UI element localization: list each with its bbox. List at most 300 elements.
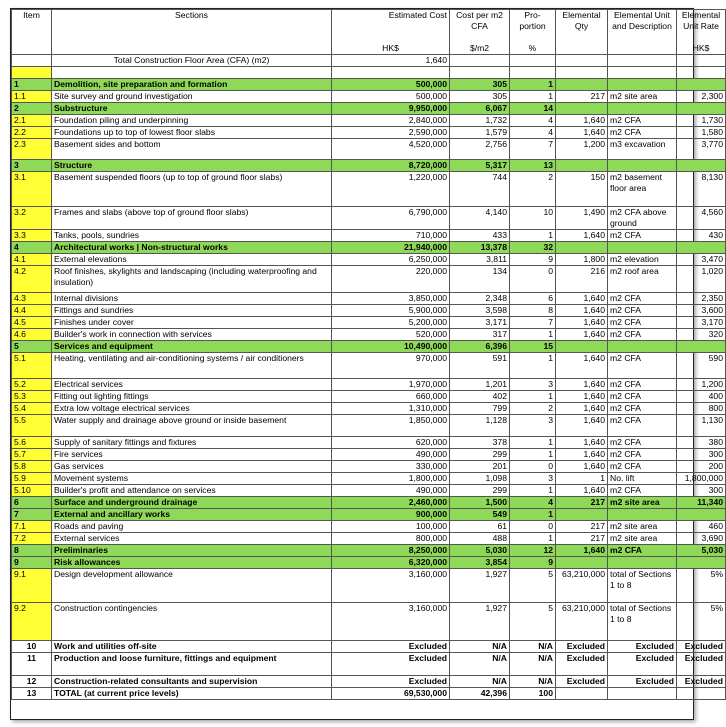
cell-item: 2.1 <box>12 115 52 127</box>
cell-sec: Foundation piling and underpinning <box>52 115 332 127</box>
cell-eu: m2 CFA <box>608 545 677 557</box>
cell-eu: m2 basement floor area <box>608 172 677 207</box>
cell-est: 8,720,000 <box>332 160 450 172</box>
cell-cpm: 1,732 <box>450 115 510 127</box>
cell-er: 3,600 <box>677 305 726 317</box>
cell-est: 710,000 <box>332 230 450 242</box>
cfa-row <box>12 55 726 67</box>
cell-item: 5.1 <box>12 353 52 379</box>
table-row <box>12 305 726 317</box>
cell-er <box>677 79 726 91</box>
cell-er <box>677 242 726 254</box>
cell-eu: m2 CFA <box>608 293 677 305</box>
table-row <box>12 449 726 461</box>
cell-er: 590 <box>677 353 726 379</box>
cell-er: 1,130 <box>677 415 726 437</box>
cell-item: 2 <box>12 103 52 115</box>
cell-eu: m2 site area <box>608 521 677 533</box>
cell-sec: Foundations up to top of lowest floor slabs <box>52 127 332 139</box>
unit-cost-per-m2: $/m2 <box>450 43 510 55</box>
section-row <box>12 653 726 676</box>
cell-eq: 1 <box>556 473 608 485</box>
cell-cpm: 1,927 <box>450 603 510 641</box>
cell-item: 4 <box>12 242 52 254</box>
cell-sec: Tanks, pools, sundries <box>52 230 332 242</box>
cell-sec: Heating, ventilating and air-conditioning systems / air conditioners <box>52 353 332 379</box>
cell-est: 330,000 <box>332 461 450 473</box>
cell-item: 8 <box>12 545 52 557</box>
cell-prop: 9 <box>510 557 556 569</box>
cell-item: 12 <box>12 676 52 688</box>
cell-cpm: 1,927 <box>450 569 510 603</box>
cell-prop: 13 <box>510 160 556 172</box>
cell-cpm: 378 <box>450 437 510 449</box>
cell-est: 520,000 <box>332 329 450 341</box>
cell-eu: m2 site area <box>608 91 677 103</box>
cell-sec: Fitting out lighting fittings <box>52 391 332 403</box>
cell-cpm: 402 <box>450 391 510 403</box>
cost-estimate-table <box>11 9 726 700</box>
table-row <box>12 533 726 545</box>
cell-est: 5,900,000 <box>332 305 450 317</box>
cell-er: 460 <box>677 521 726 533</box>
cell-eq <box>556 341 608 353</box>
cell-er: 3,170 <box>677 317 726 329</box>
cell-eu: m2 CFA <box>608 461 677 473</box>
cell-cpm: 1,579 <box>450 127 510 139</box>
section-row <box>12 79 726 91</box>
cell-item: 4.1 <box>12 254 52 266</box>
cell-cpm: 2,756 <box>450 139 510 160</box>
cell-er: Excluded <box>677 653 726 676</box>
cell-eq: 1,640 <box>556 230 608 242</box>
cell-eq: 1,640 <box>556 545 608 557</box>
cell-sec: Preliminaries <box>52 545 332 557</box>
cell-sec: Water supply and drainage above ground or inside basement <box>52 415 332 437</box>
cell-eu: total of Sections 1 to 8 <box>608 569 677 603</box>
header-item: Item <box>12 10 52 43</box>
cell-prop: 1 <box>510 449 556 461</box>
cell-prop: 2 <box>510 172 556 207</box>
cell-cpm: 42,396 <box>450 688 510 700</box>
unit-proportion: % <box>510 43 556 55</box>
cell-eq <box>556 160 608 172</box>
table-row <box>12 569 726 603</box>
cell-er: Excluded <box>677 641 726 653</box>
cell-eq: 63,210,000 <box>556 603 608 641</box>
cell-est: 6,250,000 <box>332 254 450 266</box>
cell-sec: Builder's profit and attendance on services <box>52 485 332 497</box>
cell-eu: m2 CFA <box>608 115 677 127</box>
table-row <box>12 603 726 641</box>
cell-est: 2,590,000 <box>332 127 450 139</box>
cell-sec: Electrical services <box>52 379 332 391</box>
cell-eq <box>556 242 608 254</box>
cell-er: 4,560 <box>677 207 726 230</box>
section-row <box>12 557 726 569</box>
cell-cpm: 1,128 <box>450 415 510 437</box>
cell-eu: m2 CFA <box>608 391 677 403</box>
table-row <box>12 329 726 341</box>
cell-sec: Roof finishes, skylights and landscaping (including waterproofing and insulation) <box>52 266 332 293</box>
cell-eu: Excluded <box>608 676 677 688</box>
cell-sec: External services <box>52 533 332 545</box>
cell-prop: 1 <box>510 509 556 521</box>
cell-eq: 1,640 <box>556 353 608 379</box>
cell-eq <box>556 557 608 569</box>
cell-item: 3.1 <box>12 172 52 207</box>
cell-eq: 63,210,000 <box>556 569 608 603</box>
cell-er <box>677 557 726 569</box>
header-estimated-cost: Estimated Cost <box>332 10 450 43</box>
cell-sec: TOTAL (at current price levels) <box>52 688 332 700</box>
cell-item: 5.6 <box>12 437 52 449</box>
cell-est: 800,000 <box>332 533 450 545</box>
cell-eq: Excluded <box>556 641 608 653</box>
cell-item: 2.3 <box>12 139 52 160</box>
cell-er <box>677 688 726 700</box>
cell-cpm: 799 <box>450 403 510 415</box>
section-row <box>12 688 726 700</box>
cell-sec: Fittings and sundries <box>52 305 332 317</box>
cell-prop: 4 <box>510 127 556 139</box>
cell-er: 1,020 <box>677 266 726 293</box>
table-row <box>12 293 726 305</box>
cell-eu: m2 CFA <box>608 485 677 497</box>
cell-prop: 1 <box>510 353 556 379</box>
header-row <box>12 10 726 43</box>
cell-eu <box>608 103 677 115</box>
cell-sec: Internal divisions <box>52 293 332 305</box>
cell-item: 9.2 <box>12 603 52 641</box>
cell-eq <box>556 509 608 521</box>
cell-item: 4.3 <box>12 293 52 305</box>
table-row <box>12 91 726 103</box>
table-row <box>12 403 726 415</box>
header-sections: Sections <box>52 10 332 43</box>
cell-est: 660,000 <box>332 391 450 403</box>
cell-eu: m2 CFA <box>608 403 677 415</box>
cell-item: 5.8 <box>12 461 52 473</box>
cell-er <box>677 160 726 172</box>
cell-er: 3,770 <box>677 139 726 160</box>
cell-eq: 150 <box>556 172 608 207</box>
cell-eu: m2 elevation <box>608 254 677 266</box>
cell-eq: 1,640 <box>556 391 608 403</box>
cell-est: 8,250,000 <box>332 545 450 557</box>
cell-eu: m2 CFA <box>608 127 677 139</box>
cell-cpm: 744 <box>450 172 510 207</box>
cell-eu <box>608 160 677 172</box>
cell-er: 400 <box>677 391 726 403</box>
cell-er: 380 <box>677 437 726 449</box>
cell-er <box>677 103 726 115</box>
table-row <box>12 230 726 242</box>
cell-eq: 1,640 <box>556 449 608 461</box>
cell-cpm: 4,140 <box>450 207 510 230</box>
cell-eu: m2 CFA <box>608 449 677 461</box>
cell-cpm: 2,348 <box>450 293 510 305</box>
cell-item: 7.2 <box>12 533 52 545</box>
cfa-value: 1,640 <box>332 55 450 67</box>
cell-prop: 1 <box>510 437 556 449</box>
cost-estimate-sheet <box>10 8 723 720</box>
cell-est: 1,220,000 <box>332 172 450 207</box>
cell-item: 5.9 <box>12 473 52 485</box>
unit-estimated-cost: HK$ <box>332 43 450 55</box>
cell-est: 3,850,000 <box>332 293 450 305</box>
cell-eu: m2 CFA above ground <box>608 207 677 230</box>
cell-cpm: N/A <box>450 676 510 688</box>
cell-eu: m2 CFA <box>608 379 677 391</box>
cell-prop: 7 <box>510 139 556 160</box>
cell-cpm: 433 <box>450 230 510 242</box>
cell-prop: 4 <box>510 497 556 509</box>
cell-cpm: 591 <box>450 353 510 379</box>
cell-eu: m2 CFA <box>608 230 677 242</box>
cell-eq: 1,640 <box>556 317 608 329</box>
cell-prop: 3 <box>510 473 556 485</box>
cell-er: 5% <box>677 603 726 641</box>
cell-est: 10,490,000 <box>332 341 450 353</box>
cell-est: 1,800,000 <box>332 473 450 485</box>
cell-er: Excluded <box>677 676 726 688</box>
cell-eu: m2 CFA <box>608 329 677 341</box>
table-row <box>12 461 726 473</box>
cell-est: 620,000 <box>332 437 450 449</box>
cell-prop: 3 <box>510 379 556 391</box>
cell-er: 300 <box>677 449 726 461</box>
cell-eq: 216 <box>556 266 608 293</box>
cell-eu: m2 CFA <box>608 415 677 437</box>
cell-eu: m2 CFA <box>608 317 677 329</box>
cell-er: 3,470 <box>677 254 726 266</box>
cell-sec: Basement sides and bottom <box>52 139 332 160</box>
cell-sec: Construction-related consultants and supervision <box>52 676 332 688</box>
cell-prop: 10 <box>510 207 556 230</box>
cell-er: 300 <box>677 485 726 497</box>
cell-cpm: 134 <box>450 266 510 293</box>
cell-er: 5% <box>677 569 726 603</box>
cell-prop: 6 <box>510 293 556 305</box>
cell-sec: Roads and paving <box>52 521 332 533</box>
cell-sec: Site survey and ground investigation <box>52 91 332 103</box>
cell-item: 3.3 <box>12 230 52 242</box>
cell-est: 21,940,000 <box>332 242 450 254</box>
cell-est: 3,160,000 <box>332 569 450 603</box>
cell-er: 2,350 <box>677 293 726 305</box>
cell-cpm: 305 <box>450 91 510 103</box>
cell-eu: m2 roof area <box>608 266 677 293</box>
cell-item: 9.1 <box>12 569 52 603</box>
header-elemental-unit: Elemental Unit and Description <box>608 10 677 43</box>
cell-eu: m2 site area <box>608 533 677 545</box>
section-row <box>12 545 726 557</box>
cell-er <box>677 509 726 521</box>
cell-est: 970,000 <box>332 353 450 379</box>
cell-er: 3,690 <box>677 533 726 545</box>
cell-item: 9 <box>12 557 52 569</box>
cell-sec: Surface and underground drainage <box>52 497 332 509</box>
cell-prop: 12 <box>510 545 556 557</box>
cell-sec: Extra low voltage electrical services <box>52 403 332 415</box>
cell-sec: Gas services <box>52 461 332 473</box>
cell-cpm: 488 <box>450 533 510 545</box>
section-row <box>12 641 726 653</box>
cell-prop: 1 <box>510 533 556 545</box>
cell-prop: 14 <box>510 103 556 115</box>
cell-eq: 217 <box>556 497 608 509</box>
cell-item: 2.2 <box>12 127 52 139</box>
cell-item: 5 <box>12 341 52 353</box>
cell-er: 2,300 <box>677 91 726 103</box>
cell-prop: 9 <box>510 254 556 266</box>
cell-eu: m2 CFA <box>608 305 677 317</box>
cell-eu <box>608 509 677 521</box>
cell-sec: Services and equipment <box>52 341 332 353</box>
cell-sec: Structure <box>52 160 332 172</box>
cell-eq: 1,490 <box>556 207 608 230</box>
cell-item: 5.3 <box>12 391 52 403</box>
cell-cpm: 549 <box>450 509 510 521</box>
table-body <box>12 79 726 700</box>
cell-est: 2,840,000 <box>332 115 450 127</box>
cell-cpm: N/A <box>450 641 510 653</box>
cell-eu <box>608 341 677 353</box>
header-proportion: Pro-portion <box>510 10 556 43</box>
cell-cpm: 3,854 <box>450 557 510 569</box>
cell-sec: Movement systems <box>52 473 332 485</box>
cell-eq: Excluded <box>556 653 608 676</box>
cell-est: 900,000 <box>332 509 450 521</box>
cell-sec: Architectural works | Non-structural works <box>52 242 332 254</box>
cell-prop: 5 <box>510 603 556 641</box>
cell-eq: 1,640 <box>556 415 608 437</box>
cell-est: 2,460,000 <box>332 497 450 509</box>
cell-est: Excluded <box>332 653 450 676</box>
table-row <box>12 437 726 449</box>
cell-sec: Design development allowance <box>52 569 332 603</box>
table-row <box>12 353 726 379</box>
cell-prop: 2 <box>510 403 556 415</box>
cell-prop: N/A <box>510 653 556 676</box>
section-row <box>12 497 726 509</box>
cell-eq: 1,640 <box>556 379 608 391</box>
cell-sec: External elevations <box>52 254 332 266</box>
cell-er: 11,340 <box>677 497 726 509</box>
cell-item: 4.2 <box>12 266 52 293</box>
header-elemental-rate: Elemental Unit Rate <box>677 10 726 43</box>
cell-prop: N/A <box>510 641 556 653</box>
cell-eq: 217 <box>556 91 608 103</box>
cell-est: 500,000 <box>332 79 450 91</box>
cell-prop: 0 <box>510 266 556 293</box>
section-row <box>12 103 726 115</box>
table-row <box>12 127 726 139</box>
cell-cpm: 201 <box>450 461 510 473</box>
cell-prop: 100 <box>510 688 556 700</box>
cell-item: 4.6 <box>12 329 52 341</box>
cell-est: Excluded <box>332 676 450 688</box>
table-row <box>12 266 726 293</box>
spacer-row <box>12 67 726 79</box>
cell-sec: Frames and slabs (above top of ground floor slabs) <box>52 207 332 230</box>
section-row <box>12 509 726 521</box>
cell-item: 7.1 <box>12 521 52 533</box>
cell-prop: 15 <box>510 341 556 353</box>
cell-eu: Excluded <box>608 641 677 653</box>
section-row <box>12 242 726 254</box>
cell-item: 4.5 <box>12 317 52 329</box>
table-row <box>12 115 726 127</box>
cell-cpm: 6,396 <box>450 341 510 353</box>
cell-cpm: 13,378 <box>450 242 510 254</box>
cell-er: 8,130 <box>677 172 726 207</box>
cell-item: 11 <box>12 653 52 676</box>
cell-eq: 1,200 <box>556 139 608 160</box>
cell-est: 4,520,000 <box>332 139 450 160</box>
table-row <box>12 391 726 403</box>
cell-prop: 1 <box>510 391 556 403</box>
cell-eu <box>608 688 677 700</box>
cell-prop: N/A <box>510 676 556 688</box>
cell-eq: 1,640 <box>556 293 608 305</box>
cell-eq: Excluded <box>556 676 608 688</box>
cell-er: 1,800,000 <box>677 473 726 485</box>
cell-prop: 1 <box>510 79 556 91</box>
cell-prop: 4 <box>510 115 556 127</box>
cell-sec: Production and loose furniture, fittings and equipment <box>52 653 332 676</box>
cell-cpm: 5,030 <box>450 545 510 557</box>
cell-prop: 5 <box>510 569 556 603</box>
table-row <box>12 317 726 329</box>
cell-prop: 32 <box>510 242 556 254</box>
cell-prop: 3 <box>510 415 556 437</box>
cell-cpm: N/A <box>450 653 510 676</box>
cell-cpm: 3,598 <box>450 305 510 317</box>
cell-est: 5,200,000 <box>332 317 450 329</box>
cell-item: 5.7 <box>12 449 52 461</box>
cell-item: 6 <box>12 497 52 509</box>
section-row <box>12 160 726 172</box>
cell-cpm: 3,171 <box>450 317 510 329</box>
cell-cpm: 61 <box>450 521 510 533</box>
cell-eq: 1,640 <box>556 485 608 497</box>
cell-est: 100,000 <box>332 521 450 533</box>
cell-prop: 8 <box>510 305 556 317</box>
cell-cpm: 305 <box>450 79 510 91</box>
cell-sec: Basement suspended floors (up to top of ground floor slabs) <box>52 172 332 207</box>
cell-eu: total of Sections 1 to 8 <box>608 603 677 641</box>
cell-item: 1 <box>12 79 52 91</box>
cell-eu: m2 CFA <box>608 437 677 449</box>
cell-er: 5,030 <box>677 545 726 557</box>
cell-eq <box>556 688 608 700</box>
cell-eu <box>608 557 677 569</box>
cell-item: 3 <box>12 160 52 172</box>
cell-item: 5.2 <box>12 379 52 391</box>
table-row <box>12 485 726 497</box>
section-row <box>12 341 726 353</box>
header-cost-per-m2: Cost per m2 CFA <box>450 10 510 43</box>
cell-est: 3,160,000 <box>332 603 450 641</box>
cell-eq: 217 <box>556 533 608 545</box>
cell-sec: Risk allowances <box>52 557 332 569</box>
cell-prop: 0 <box>510 461 556 473</box>
cell-cpm: 299 <box>450 449 510 461</box>
cell-cpm: 299 <box>450 485 510 497</box>
cell-prop: 7 <box>510 317 556 329</box>
